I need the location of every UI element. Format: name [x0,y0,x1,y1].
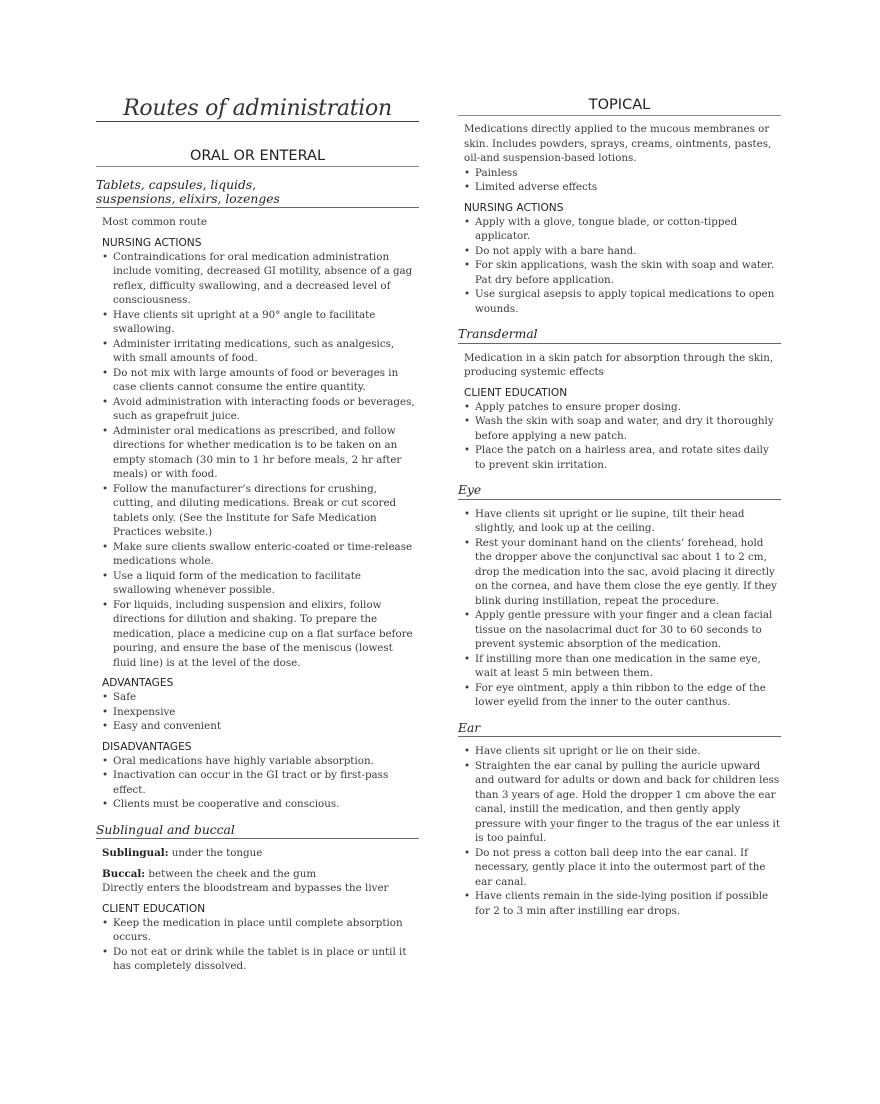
subheading-ear: Ear [458,722,781,738]
disadvantages-label: DISADVANTAGES [102,740,192,753]
ear-list [464,744,781,918]
list-item: • Inexpensive [102,705,419,720]
topical-benefits-list [464,166,781,195]
list-item: • Administer oral medications as prescribed, and follow directions for whether medication is to be taken on an empty stomach (30 min to 1 hr before meals, 2 hr after meals) or with food. [102,424,419,482]
topical-section [458,97,781,922]
topical-intro: Medications directly applied to the mucous membranes or skin. Includes powders, sprays, creams, ointments, pastes, oil-and suspension-based lotions. [464,123,772,164]
topical-nursing-label: NURSING ACTIONS [464,201,564,214]
list-item: • If instilling more than one medication in the same eye, wait at least 5 min between them. [464,652,781,681]
list-item: • Rest your dominant hand on the clients’ forehead, hold the dropper above the conjunctival sac about 1 to 2 cm, drop the medication into the sac, avoid placing it directly on the cornea, and have them close the eye gently. If they blink during instillation, repeat the procedure. [464,536,781,609]
list-item: • For skin applications, wash the skin with soap and water. Pat dry before application. [464,258,781,287]
list-item: • Make sure clients swallow enteric-coated or time-release medications whole. [102,540,419,569]
list-item: • Do not eat or drink while the tablet is in place or until it has completely dissolved. [102,945,419,974]
sublingual-term: Sublingual: [102,847,169,859]
buccal-definition [102,867,419,882]
sublingual-note: Directly enters the bloodstream and bypasses the liver [102,882,389,894]
list-item: • Easy and convenient [102,719,419,734]
list-item: • Use a liquid form of the medication to facilitate swallowing whenever possible. [102,569,419,598]
transdermal-intro: Medication in a skin patch for absorption through the skin, producing systemic effects [464,351,774,378]
tablets-intro: Most common route [102,216,208,228]
buccal-def: between the cheek and the gum [145,867,317,880]
list-item: • Apply with a glove, tongue blade, or cotton-tipped applicator. [464,215,781,244]
subheading-transdermal: Transdermal [458,328,781,344]
section-heading-oral: ORAL OR ENTERAL [96,148,419,167]
eye-list [464,507,781,710]
list-item: • Follow the manufacturer’s directions for crushing, cutting, and diluting medications. Break or cut scored tablets only. (See the Institute for Safe Medication Practices website.) [102,482,419,540]
list-item: • Administer irritating medications, such as analgesics, with small amounts of food. [102,337,419,366]
list-item: • Oral medications have highly variable absorption. [102,754,419,769]
list-item: • Painless [464,166,781,181]
subheading-sublingual: Sublingual and buccal [96,824,419,840]
list-item: • Limited adverse effects [464,180,781,195]
transdermal-education-label: CLIENT EDUCATION [464,386,568,399]
list-item: • Do not press a cotton ball deep into the ear canal. If necessary, gently place it into the outermost part of the ear canal. [464,846,781,890]
nursing-actions-label: NURSING ACTIONS [102,236,202,249]
sublingual-education-list [102,916,419,974]
sublingual-def: under the tongue [168,847,263,859]
list-item: • Have clients sit upright or lie on their side. [464,744,781,759]
disadvantages-list [102,754,419,812]
list-item: • Straighten the ear canal by pulling the auricle upward and outward for adults or down and back for children less than 3 years of age. Hold the dropper 1 cm above the ear canal, instill the medication, and then gently apply pressure with your finger to the tragus of the ear unless it is too painful. [464,759,781,846]
section-heading-topical: TOPICAL [458,97,781,116]
list-item: • Have clients sit upright at a 90° angle to facilitate swallowing. [102,308,419,337]
list-item: • Do not apply with a bare hand. [464,244,781,259]
advantages-label: ADVANTAGES [102,677,174,689]
list-item: • For liquids, including suspension and elixirs, follow directions for dilution and shaking. To prepare the medication, place a medicine cup on a flat surface before pouring, and ensure the base of the meniscus (lowest fluid line) is at the level of the dose. [102,598,419,671]
page-title: Routes of administration [123,96,392,121]
list-item: • Wash the skin with soap and water, and dry it thoroughly before applying a new patch. [464,414,781,443]
list-item: • Have clients sit upright or lie supine, tilt their head slightly, and look up at the ceiling. [464,507,781,536]
buccal-term: Buccal: [102,867,146,880]
title-divider [96,121,419,122]
list-item: • For eye ointment, apply a thin ribbon to the edge of the lower eyelid from the inner to the outer canthus. [464,681,781,710]
list-item: • Safe [102,690,419,705]
oral-nursing-list [102,250,419,671]
transdermal-education-list [464,400,781,473]
list-item: • Apply patches to ensure proper dosing. [464,400,781,415]
list-item: • Apply gentle pressure with your finger and a clean facial tissue on the nasolacrimal duct for 30 to 60 seconds to prevent systemic absorption of the medication. [464,608,781,652]
list-item: • Have clients remain in the side-lying position if possible for 2 to 3 min after instilling ear drops. [464,889,781,918]
subheading-tablets: Tablets, capsules, liquids, suspensions, elixirs, lozenges [96,178,280,206]
list-item: • Avoid administration with interacting foods or beverages, such as grapefruit juice. [102,395,419,424]
advantages-list [102,690,419,734]
list-item: • Use surgical asepsis to apply topical medications to open wounds. [464,287,781,316]
client-education-label: CLIENT EDUCATION [102,902,206,915]
list-item: • Clients must be cooperative and conscious. [102,797,419,812]
list-item: • Inactivation can occur in the GI tract or by first-pass effect. [102,768,419,797]
list-item: • Do not mix with large amounts of food or beverages in case clients cannot consume the entire quantity. [102,366,419,395]
oral-section [96,148,419,978]
list-item: • Contraindications for oral medication administration include vomiting, decreased GI motility, absence of a gag reflex, difficulty swallowing, and a decreased level of consciousness. [102,250,419,308]
subheading-divider [96,207,419,208]
sublingual-definition [102,846,419,861]
topical-nursing-list [464,215,781,317]
list-item: • Keep the medication in place until complete absorption occurs. [102,916,419,945]
list-item: • Place the patch on a hairless area, and rotate sites daily to prevent skin irritation. [464,443,781,472]
subheading-eye: Eye [458,484,781,500]
